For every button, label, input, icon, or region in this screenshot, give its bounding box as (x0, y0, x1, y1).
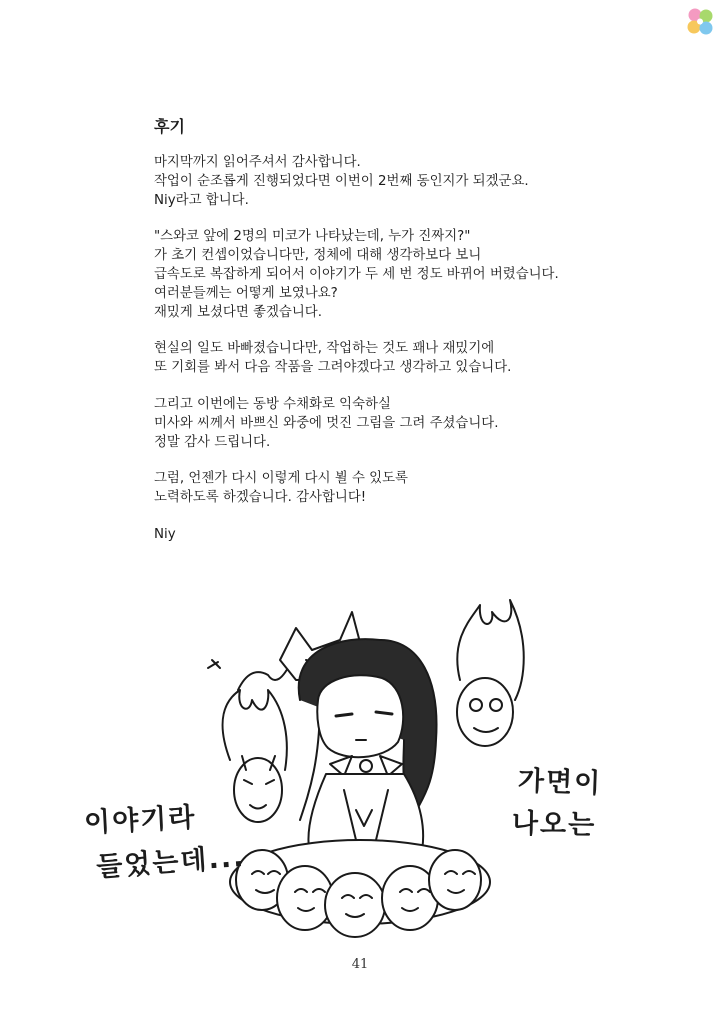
text-line: Niy라고 합니다. (154, 192, 249, 208)
text-line: 현실의 일도 바빠졌습니다만, 작업하는 것도 꽤나 재밌기에 (154, 341, 495, 357)
paragraph-5 (154, 470, 624, 508)
page-number: 41 (351, 957, 369, 972)
pumpkin-ring-icon (230, 840, 490, 937)
clover-logo-icon (682, 4, 718, 40)
text-line: 가 초기 컨셉이었습니다만, 정체에 대해 생각하보다 보니 (154, 248, 482, 264)
handwriting-left-line2: 들었는데... (95, 841, 247, 884)
text-line: 그리고 이번에는 동방 수채화로 익숙하실 (154, 396, 391, 412)
text-line: 여러분들께는 어떻게 보였나요? (154, 285, 338, 301)
text-line: 노력하도록 하겠습니다. 감사합니다! (154, 490, 367, 506)
paragraph-3 (154, 340, 624, 378)
author-signature: Niy (154, 526, 176, 542)
text-line: 급속도로 복잡하게 되어서 이야기가 두 세 번 정도 바뀌어 버렸습니다. (154, 266, 559, 282)
handwriting-left-line1: 이야기라 (83, 802, 198, 839)
text-line: 그럼, 언젠가 다시 이렇게 다시 뵐 수 있도록 (154, 471, 408, 487)
text-line: 정말 감사 드립니다. (154, 434, 271, 450)
text-line: 작업이 순조롭게 진행되었다면 이번이 2번째 동인지가 되겠군요. (154, 173, 529, 189)
afterword-text (154, 116, 624, 545)
text-line: 마지막까지 읽어주셔서 감사합니다. (154, 155, 361, 170)
paragraph-4 (154, 396, 624, 452)
chibi-illustration (0, 590, 720, 950)
flame-mask-right-icon (457, 600, 524, 746)
afterword-title: 후기 (154, 117, 185, 136)
text-line: "스와코 앞에 2명의 미코가 나타났는데, 누가 진짜지?" (154, 229, 471, 245)
paragraph-2 (154, 228, 624, 322)
text-line: 또 기회를 봐서 다음 작품을 그려야겠다고 생각하고 있습니다. (154, 360, 512, 376)
handwriting-right-line2: 나오는 (511, 808, 597, 841)
text-line: 미사와 씨께서 바쁘신 와중에 멋진 그림을 그려 주셨습니다. (154, 415, 499, 431)
flame-mask-left-icon (223, 690, 287, 822)
text-line: 재밌게 보셨다면 좋겠습니다. (154, 304, 322, 320)
paragraph-1 (154, 154, 624, 210)
handwriting-right-line1: 가면이 (517, 765, 603, 800)
